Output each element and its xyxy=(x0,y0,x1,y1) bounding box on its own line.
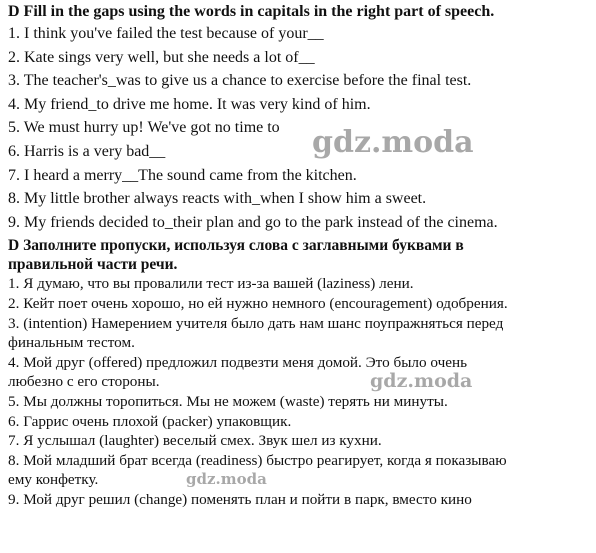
russian-line-10: 8. Мой младший брат всегда (readiness) быстро реагирует, когда я показываю xyxy=(8,451,507,469)
english-item-7: 7. I heard a merry__The sound came from the kitchen. xyxy=(8,166,357,184)
russian-line-5: 4. Мой друг (offered) предложил подвезти меня домой. Это было очень xyxy=(8,353,468,371)
russian-line-12: 9. Мой друг решил (change) поменять план и пойти в парк, вместо кино xyxy=(8,490,472,508)
russian-translation xyxy=(8,236,592,509)
english-item-2: 2. Kate sings very well, but she needs a lot of__ xyxy=(8,48,315,66)
english-item-3: 3. The teacher's_was to give us a chance to exercise before the final test. xyxy=(8,72,472,90)
english-exercise xyxy=(8,2,592,234)
russian-heading-line-2: правильной части речи. xyxy=(8,256,178,274)
english-item-9: 9. My friends decided to_their plan and go to the park instead of the cinema. xyxy=(8,213,498,231)
english-item-6: 6. Harris is a very bad__ xyxy=(8,142,166,160)
russian-line-8: 6. Гаррис очень плохой (packer) упаковщик. xyxy=(8,412,292,430)
english-heading: D Fill in the gaps using the words in capitals in the right part of speech. xyxy=(8,3,495,20)
russian-line-2: 2. Кейт поет очень хорошо, но ей нужно немного (encouragement) одобрения. xyxy=(8,294,508,312)
russian-line-3: 3. (intention) Намерением учителя было дать нам шанс поупражняться перед xyxy=(8,314,504,332)
russian-line-6: любезно с его стороны. xyxy=(8,373,160,391)
watermark-main: gdz.moda xyxy=(312,125,474,160)
russian-line-7: 5. Мы должны торопиться. Мы не можем (waste) терять ни минуты. xyxy=(8,392,448,410)
english-item-8: 8. My little brother always reacts with_when I show him a sweet. xyxy=(8,190,427,208)
watermark-second: gdz.moda xyxy=(370,370,473,392)
russian-line-11: ему конфетку. xyxy=(8,471,99,489)
watermark-third: gdz.moda xyxy=(186,470,267,488)
english-item-4: 4. My friend_to drive me home. It was very kind of him. xyxy=(8,95,371,113)
document-page xyxy=(8,2,592,509)
russian-line-9: 7. Я услышал (laughter) веселый смех. Звук шел из кухни. xyxy=(8,432,382,450)
english-item-5: 5. We must hurry up! We've got no time to xyxy=(8,119,280,137)
russian-heading-line-1: D Заполните пропуски, используя слова с заглавными буквами в xyxy=(8,237,464,255)
russian-line-4: финальным тестом. xyxy=(8,334,135,352)
russian-line-1: 1. Я думаю, что вы провалили тест из-за вашей (laziness) лени. xyxy=(8,275,414,293)
english-item-1: 1. I think you've failed the test because of your__ xyxy=(8,25,324,42)
